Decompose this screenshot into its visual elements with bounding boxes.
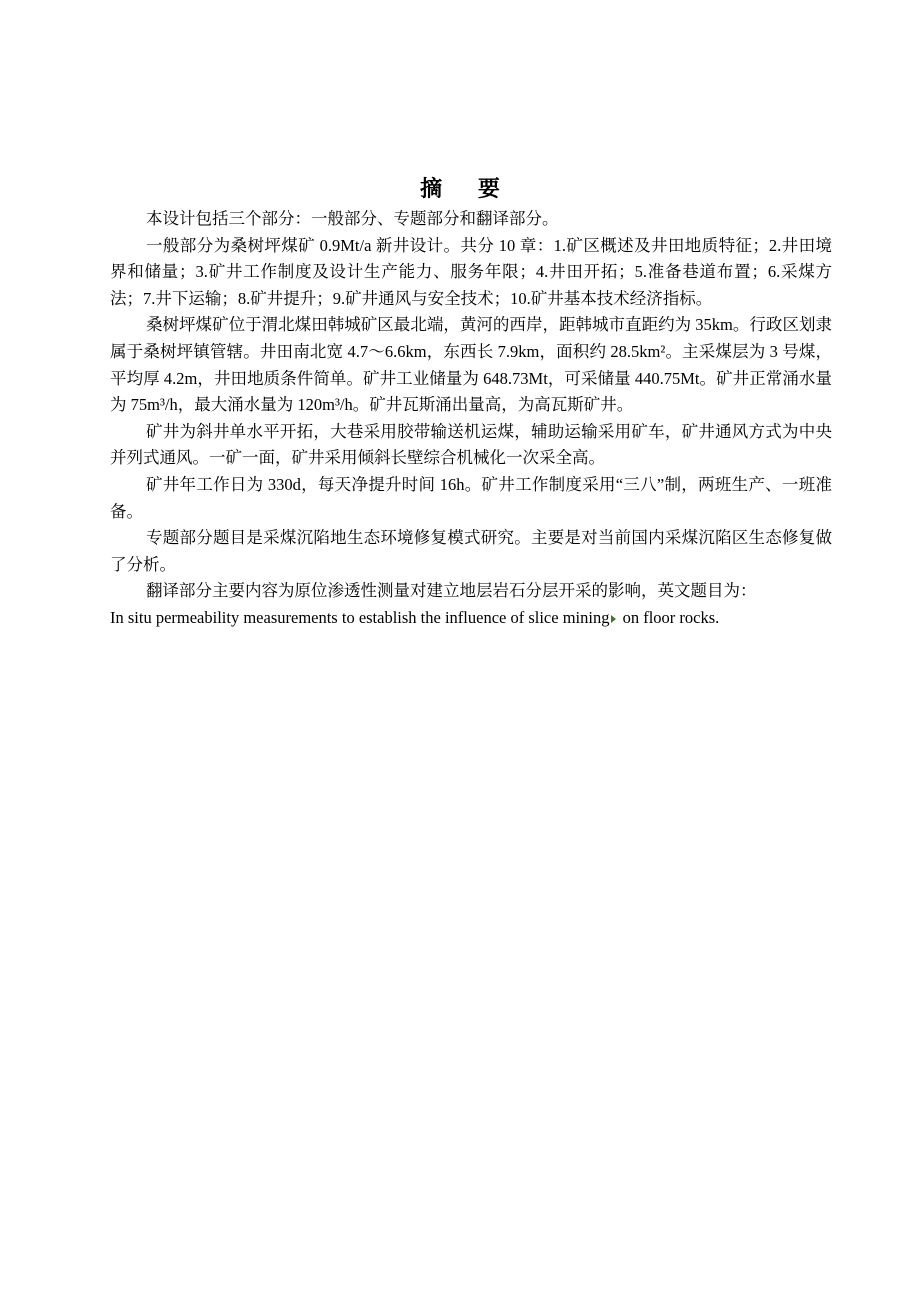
paragraph-work-schedule: 矿井年工作日为 330d，每天净提升时间 16h。矿井工作制度采用“三八”制，两班生产、一班准备。 <box>110 474 832 521</box>
green-triangle-marker-icon <box>611 615 616 623</box>
abstract-body <box>110 206 832 632</box>
english-title-text-end: on floor rocks. <box>618 607 720 627</box>
paragraph-mine-location: 桑树坪煤矿位于渭北煤田韩城矿区最北端，黄河的西岸，距韩城市直距约为 35km。行政区划隶属于桑树坪镇管辖。井田南北宽 4.7～6.6km，东西长 7.9km，面积约 28.5km²。主采煤层为 3 号煤，平均厚 4.2m，井田地质条件简单。矿井工业储量为 648.73Mt，可采储量 440.75Mt。矿井正常涌水量为 75m³/h，最大涌水量为 120m³/h。矿井瓦斯涌出量高，为高瓦斯矿井。 <box>110 315 832 415</box>
paragraph-general-part: 一般部分为桑树坪煤矿 0.9Mt/a 新井设计。共分 10 章：1.矿区概述及井田地质特征；2.井田境界和储量；3.矿井工作制度及设计生产能力、服务年限；4.井田开拓；5.准备巷道布置；6.采煤方法；7.井下运输；8.矿井提升；9.矿井通风与安全技术；10.矿井基本技术经济指标。 <box>110 235 832 308</box>
paragraph-overview: 本设计包括三个部分：一般部分、专题部分和翻译部分。 <box>146 209 559 228</box>
paragraph-special-topic: 专题部分题目是采煤沉陷地生态环境修复模式研究。主要是对当前国内采煤沉陷区生态修复做了分析。 <box>110 528 832 574</box>
paragraph-english-title <box>110 605 832 632</box>
paragraph-translation: 翻译部分主要内容为原位渗透性测量对建立地层岩石分层开采的影响，英文题目为： <box>146 581 757 601</box>
abstract-title: 摘 要 <box>420 177 514 202</box>
paragraph-development: 矿井为斜井单水平开拓，大巷采用胶带输送机运煤，辅助运输采用矿车，矿井通风方式为中央并列式通风。一矿一面，矿井采用倾斜长壁综合机械化一次采全高。 <box>110 421 832 468</box>
english-title-text: In situ permeability measurements to establish the influence of slice mining <box>110 607 610 627</box>
